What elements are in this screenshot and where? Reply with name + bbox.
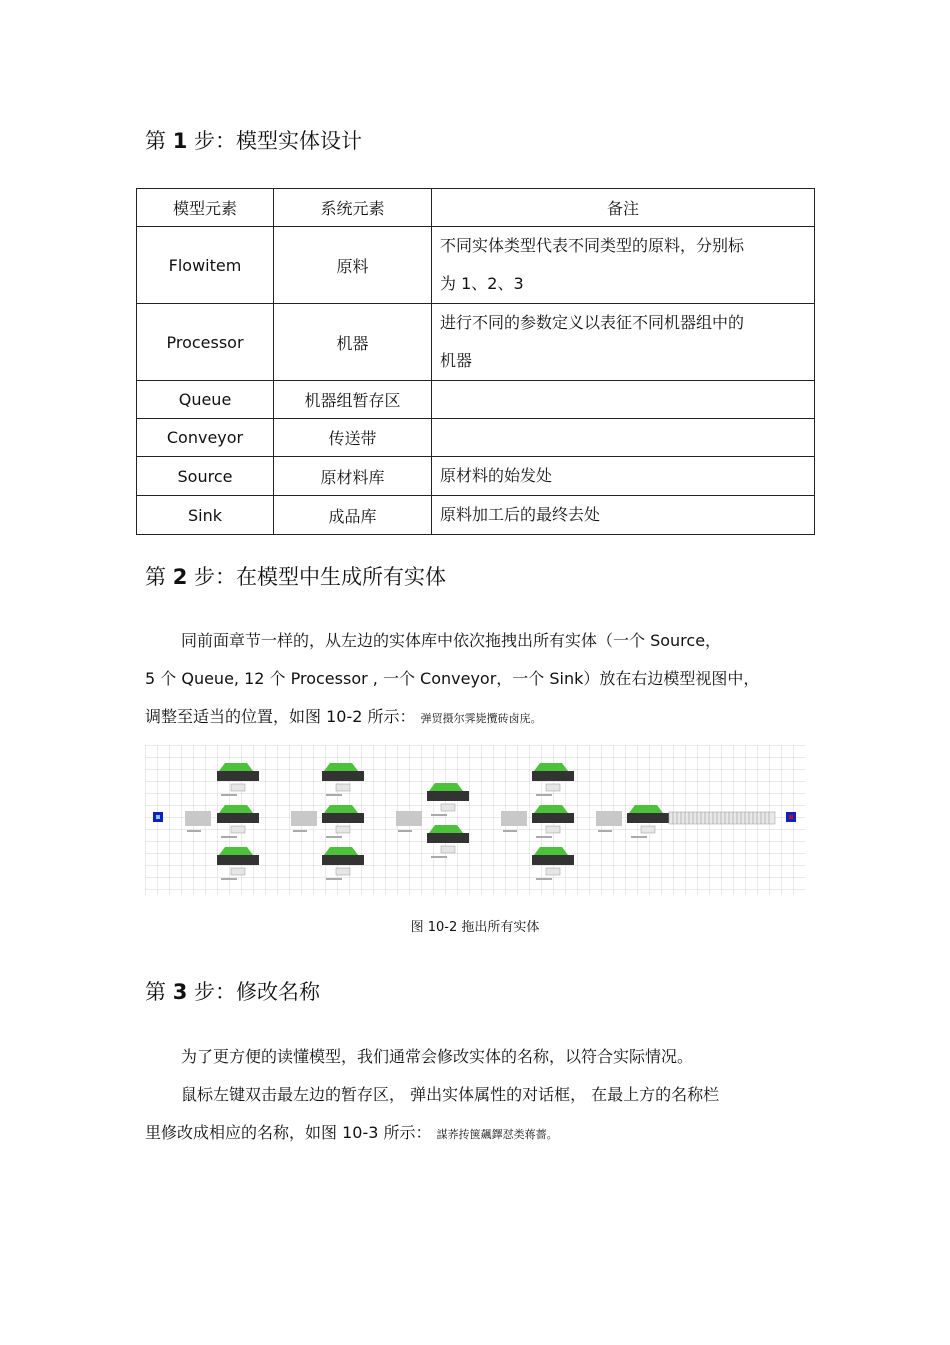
- cell-element: Processor: [137, 304, 274, 381]
- garbled-text: 弹贸摄尔霁毙攬砖卤庑。: [420, 712, 542, 725]
- cell-note: 不同实体类型代表不同类型的原料，分别标 为 1、2、3: [432, 227, 815, 304]
- cell-system: 原料: [274, 227, 432, 304]
- sink-icon: [786, 812, 796, 822]
- step2-paragraph-line3: 调整至适当的位置，如图 10-2 所示： 弹贸摄尔霁毙攬砖卤庑。: [145, 707, 542, 726]
- step3-heading: 第 3 步：修改名称: [145, 980, 320, 1004]
- model-view-figure: [145, 745, 805, 895]
- cell-note: 进行不同的参数定义以表征不同机器组中的 机器: [432, 304, 815, 381]
- cell-note: [432, 381, 815, 419]
- cell-system: 原材料库: [274, 457, 432, 496]
- table-row: [137, 419, 815, 457]
- conveyor-icon: [669, 812, 775, 824]
- header-model-element: 模型元素: [137, 189, 274, 227]
- cell-element: Conveyor: [137, 419, 274, 457]
- step3-paragraph-line1: 为了更方便的读懂模型，我们通常会修改实体的名称，以符合实际情况。: [181, 1047, 694, 1066]
- source-icon: [153, 812, 163, 822]
- cell-element: Source: [137, 457, 274, 496]
- table-row: [137, 457, 815, 496]
- header-system-element: 系统元素: [274, 189, 432, 227]
- cell-note: [432, 419, 815, 457]
- garbled-text: 謀荞抟箧飆鐸怼类蒋薔。: [436, 1128, 558, 1141]
- step2-paragraph-line1: 同前面章节一样的，从左边的实体库中依次拖拽出所有实体（一个 Source，: [181, 631, 722, 650]
- cell-element: Sink: [137, 496, 274, 535]
- step3-paragraph-line3: 里修改成相应的名称，如图 10-3 所示： 謀荞抟箧飆鐸怼类蒋薔。: [145, 1123, 558, 1142]
- step3-paragraph-line2: 鼠标左键双击最左边的暂存区， 弹出实体属性的对话框， 在最上方的名称栏: [181, 1085, 720, 1104]
- step2-heading: 第 2 步：在模型中生成所有实体: [145, 565, 446, 589]
- cell-system: 成品库: [274, 496, 432, 535]
- step2-paragraph-line2: 5 个 Queue, 12 个 Processor , 一个 Conveyor，一个 Sink）放在右边模型视图中，: [145, 669, 760, 688]
- table-row: [137, 227, 815, 304]
- header-note: 备注: [432, 189, 815, 227]
- cell-system: 机器: [274, 304, 432, 381]
- table-header-row: [137, 189, 815, 227]
- step1-heading: 第 1 步：模型实体设计: [145, 129, 362, 153]
- entity-design-table: [136, 188, 815, 535]
- cell-element: Flowitem: [137, 227, 274, 304]
- table-row: [137, 304, 815, 381]
- table-row: [137, 496, 815, 535]
- cell-system: 机器组暂存区: [274, 381, 432, 419]
- cell-note: 原材料的始发处: [432, 457, 815, 496]
- cell-note: 原料加工后的最终去处: [432, 496, 815, 535]
- cell-system: 传送带: [274, 419, 432, 457]
- table-row: [137, 381, 815, 419]
- cell-element: Queue: [137, 381, 274, 419]
- figure-caption: 图 10-2 拖出所有实体: [410, 920, 540, 935]
